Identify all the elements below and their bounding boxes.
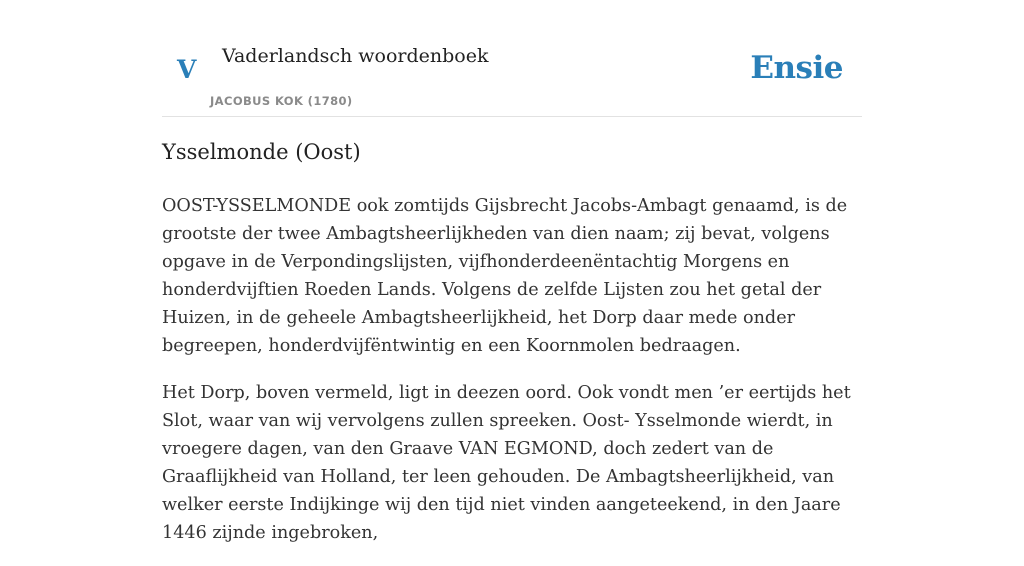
book-letter-icon[interactable]: V	[177, 55, 197, 84]
entry-paragraph: Het Dorp, boven vermeld, ligt in deezen oord. Ook vondt men ’er eertijds het Slot, waar van wij vervolgens zullen spreeken. Oost- Ysselmonde wierdt, in vroegere dagen, van den Graave VAN EGMOND, doch zedert van de Graaflijkheid van Holland, ter leen gehouden. De Ambagtsheerlijkheid, van welker eerste Indijkinge wij den tijd niet vinden aangeteekend, in den Jaare 1446 zijnde ingebroken,	[162, 383, 851, 543]
site-logo[interactable]: Ensie	[750, 50, 843, 86]
entry-title: Ysselmonde (Oost)	[162, 140, 361, 164]
book-header	[162, 0, 862, 117]
entry-body	[162, 192, 862, 566]
book-author: JACOBUS KOK (1780)	[210, 94, 353, 108]
book-title-link[interactable]: Vaderlandsch woordenboek	[222, 45, 489, 67]
entry-paragraph: OOST-YSSELMONDE ook zomtijds Gijsbrecht Jacobs-Ambagt genaamd, is de grootste der twee Ambagtsheerlijkheden van dien naam; zij bevat, volgens opgave in de Verpondingslijsten, vijfhonderdeenëntachtig Morgens en honderdvijftien Roeden Lands. Volgens de zelfde Lijsten zou het getal der Huizen, in de geheele Ambagtsheerlijkheid, het Dorp daar mede onder begreepen, honderdvijfëntwintig en een Koornmolen bedraagen.	[162, 196, 848, 356]
